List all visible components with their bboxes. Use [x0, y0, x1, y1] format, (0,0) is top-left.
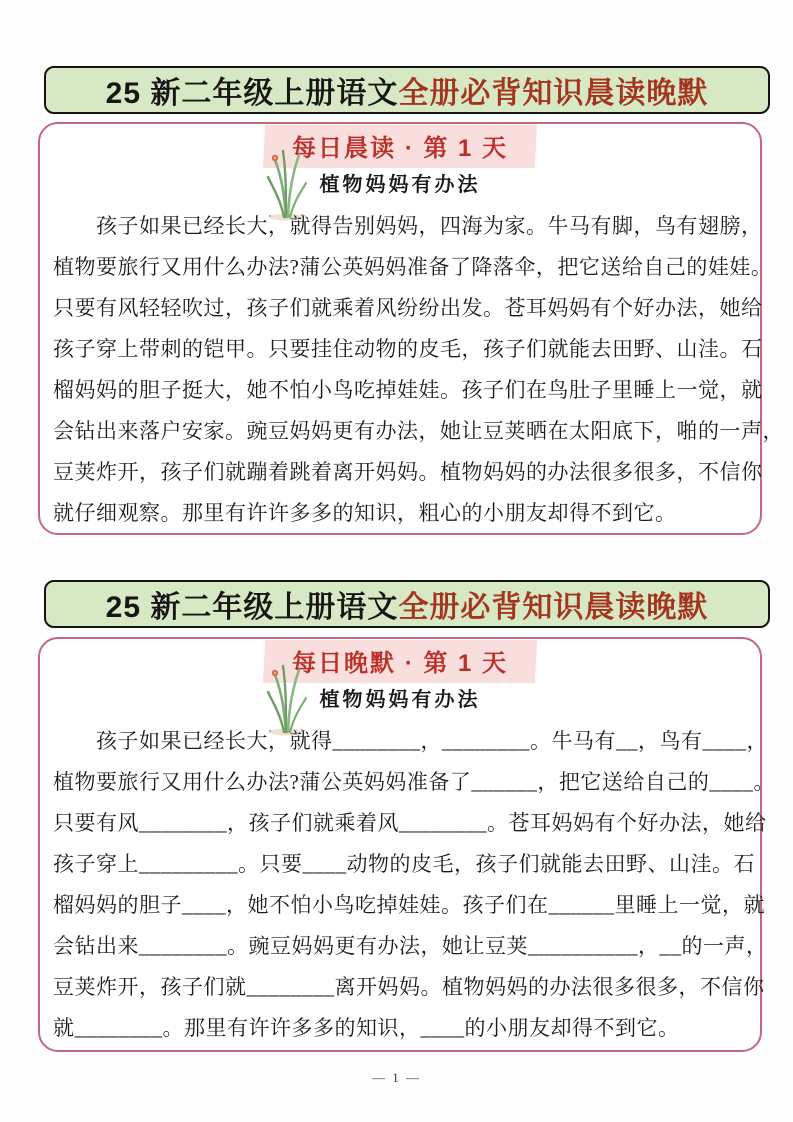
- evening-passage: [53, 721, 775, 1049]
- evening-dictation-card: [38, 637, 775, 1052]
- passage-line: 只要有风轻轻吹过，孩子们就乘着风纷纷出发。苍耳妈妈有个好办法，她给: [53, 296, 763, 320]
- evening-card-title: 植物妈妈有办法: [319, 689, 481, 711]
- page-number: — 1 —: [372, 1070, 421, 1085]
- passage-line: 会钻出来________。豌豆妈妈更有办法，她让豆荚__________，__的一声，: [53, 934, 768, 958]
- passage-line: 孩子如果已经长大，就得________，________。牛马有__，鸟有____，: [53, 729, 768, 753]
- passage-line: 就________。那里有许许多多的知识，____的小朋友却得不到它。: [53, 1016, 680, 1040]
- passage-line: 植物要旅行又用什么办法?蒲公英妈妈准备了______，把它送给自己的____。: [53, 770, 775, 794]
- passage-line: 只要有风________，孩子们就乘着风________。苍耳妈妈有个好办法，她给: [53, 811, 767, 835]
- passage-line: 孩子穿上带刺的铠甲。只要挂住动物的皮毛，孩子们就能去田野、山洼。石: [53, 337, 763, 361]
- evening-ribbon-label: 每日晚默 · 第 1 天: [292, 650, 509, 677]
- passage-line: 就仔细观察。那里有许许多多的知识，粗心的小朋友却得不到它。: [53, 501, 677, 525]
- passage-line: 孩子穿上_________。只要____动物的皮毛，孩子们就能去田野、山洼。石: [53, 852, 755, 876]
- header-title-black: 25 新二年级上册语文: [105, 77, 399, 110]
- passage-line: 豆荚炸开，孩子们就蹦着跳着离开妈妈。植物妈妈的办法很多很多，不信你: [53, 460, 763, 484]
- passage-line: 榴妈妈的胆子挺大，她不怕小鸟吃掉娃娃。孩子们在鸟肚子里睡上一觉，就: [53, 378, 763, 402]
- header-title-red: 全册必背知识晨读晚默: [398, 591, 709, 624]
- passage-line: 孩子如果已经长大，就得告别妈妈，四海为家。牛马有脚，鸟有翅膀，: [53, 214, 763, 238]
- page-header-top: [44, 66, 770, 114]
- morning-card-title: 植物妈妈有办法: [319, 174, 481, 196]
- passage-line: 豆荚炸开，孩子们就________离开妈妈。植物妈妈的办法很多很多，不信你: [53, 975, 765, 999]
- page-header-bottom: [44, 580, 770, 628]
- header-title-black: 25 新二年级上册语文: [105, 591, 399, 624]
- passage-line: 会钻出来落户安家。豌豆妈妈更有办法，她让豆荚晒在太阳底下，啪的一声，: [53, 419, 784, 443]
- morning-reading-card: [38, 122, 784, 535]
- passage-line: 植物要旅行又用什么办法?蒲公英妈妈准备了降落伞，把它送给自己的娃娃。: [53, 255, 773, 279]
- header-title-red: 全册必背知识晨读晚默: [398, 77, 709, 110]
- passage-line: 榴妈妈的胆子____，她不怕小鸟吃掉娃娃。孩子们在______里睡上一觉，就: [53, 893, 765, 917]
- morning-ribbon-label: 每日晨读 · 第 1 天: [292, 135, 509, 162]
- morning-passage: [53, 206, 784, 534]
